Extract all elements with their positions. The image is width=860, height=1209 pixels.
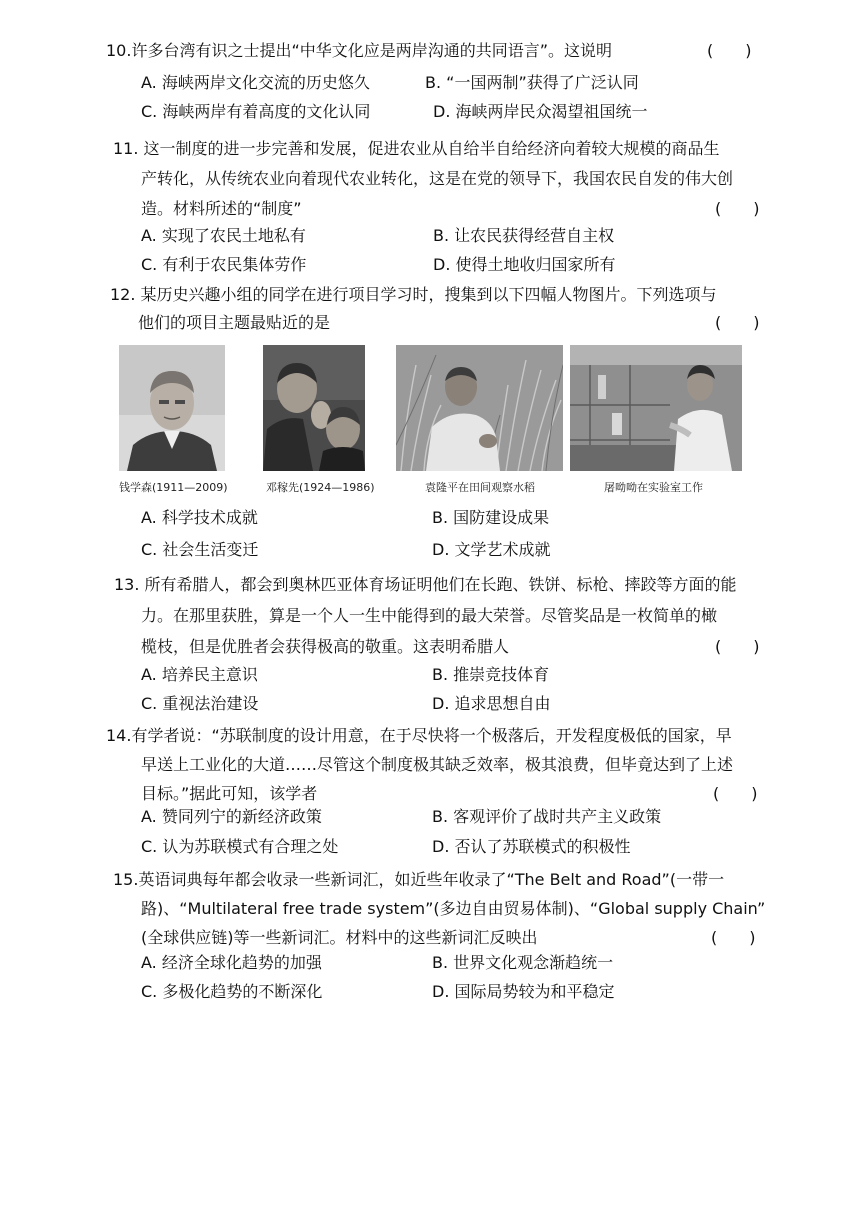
option-a: A. 经济全球化趋势的加强 [141,953,322,972]
option-d: D. 国际局势较为和平稳定 [432,982,615,1001]
field-photo-3 [396,345,563,471]
question-14-stem-line-1: 14.有学者说：“苏联制度的设计用意，在于尽快将一个极落后，开发程度极低的国家，早 [106,726,732,745]
question-12-stem-line-1: 12. 某历史兴趣小组的同学在进行项目学习时，搜集到以下四幅人物图片。下列选项与 [110,285,717,304]
option-d: D. 文学艺术成就 [432,540,551,559]
question-10-stem: 10.许多台湾有识之士提出“中华文化应是两岸沟通的共同语言”。这说明 [106,41,613,60]
option-c: C. 重视法治建设 [141,694,259,713]
question-11-stem-line-3: 造。材料所述的“制度” [141,199,302,218]
question-14-stem-line-3: 目标。”据此可知，该学者 [141,784,318,803]
question-13-stem-line-3: 榄枝，但是优胜者会获得极高的敬重。这表明希腊人 [141,637,510,656]
option-b: B. “一国两制”获得了广泛认同 [425,73,639,92]
question-12-stem-line-2: 他们的项目主题最贴近的是 [138,313,331,332]
portrait-photo-1 [119,345,225,471]
question-13-stem-line-1: 13. 所有希腊人，都会到奥林匹亚体育场证明他们在长跑、铁饼、标枪、摔跤等方面的能 [114,575,737,594]
option-a: A. 实现了农民土地私有 [141,226,306,245]
photo-caption-4: 屠呦呦在实验室工作 [604,481,703,494]
option-d: D. 使得土地收归国家所有 [433,255,616,274]
option-b: B. 客观评价了战时共产主义政策 [432,807,662,826]
answer-paren: ( ) [711,928,756,947]
question-15-stem-line-1: 15.英语词典每年都会收录一些新词汇，如近些年收录了“The Belt and Road”(一带一 [113,870,725,889]
lab-photo-4 [570,345,742,471]
answer-paren: ( ) [715,199,760,218]
option-a: A. 科学技术成就 [141,508,258,527]
question-14-stem-line-2: 早送上工业化的大道……尽管这个制度极其缺乏效率，极其浪费，但毕竟达到了上述 [141,755,734,774]
photo-caption-2: 邓稼先(1924—1986) [266,481,375,494]
option-c: C. 认为苏联模式有合理之处 [141,837,339,856]
question-15-stem-line-2: 路)、“Multilateral free trade system”(多边自由贸易体制)、“Global supply Chain” [141,899,766,918]
option-b: B. 世界文化观念渐趋统一 [432,953,614,972]
question-13-stem-line-2: 力。在那里获胜，算是一个人一生中能得到的最大荣誉。尽管奖品是一枚简单的橄 [141,606,718,625]
option-a: A. 海峡两岸文化交流的历史悠久 [141,73,370,92]
answer-paren: ( ) [713,784,758,803]
answer-paren: ( ) [715,313,760,332]
option-b: B. 推崇竞技体育 [432,665,550,684]
option-c: C. 有利于农民集体劳作 [141,255,307,274]
question-11-stem-line-2: 产转化，从传统农业向着现代农业转化，这是在党的领导下，我国农民自发的伟大创 [141,169,734,188]
option-b: B. 国防建设成果 [432,508,550,527]
option-b: B. 让农民获得经营自主权 [433,226,615,245]
option-d: D. 否认了苏联模式的积极性 [432,837,631,856]
question-15-stem-line-3: (全球供应链)等一些新词汇。材料中的这些新词汇反映出 [141,928,538,947]
option-d: D. 海峡两岸民众渴望祖国统一 [433,102,648,121]
option-c: C. 海峡两岸有着高度的文化认同 [141,102,371,121]
question-11-stem-line-1: 11. 这一制度的进一步完善和发展，促进农业从自给半自给经济向着较大规模的商品生 [113,139,720,158]
option-a: A. 培养民主意识 [141,665,258,684]
photo-caption-3: 袁隆平在田间观察水稻 [425,481,535,494]
portrait-photo-2 [263,345,365,471]
option-a: A. 赞同列宁的新经济政策 [141,807,322,826]
option-c: C. 社会生活变迁 [141,540,259,559]
option-d: D. 追求思想自由 [432,694,551,713]
answer-paren: ( ) [715,637,760,656]
photo-caption-1: 钱学森(1911—2009) [119,481,228,494]
answer-paren: ( ) [707,41,752,60]
option-c: C. 多极化趋势的不断深化 [141,982,323,1001]
